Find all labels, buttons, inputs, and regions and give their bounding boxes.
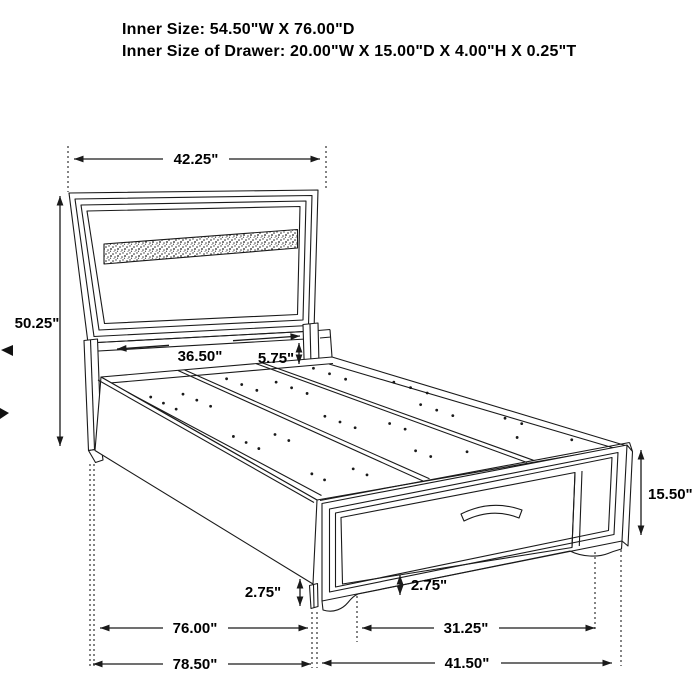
arrowhead-icon — [299, 625, 309, 632]
arrowhead-icon — [397, 586, 404, 596]
arrowhead-icon — [93, 661, 103, 668]
screw-hole-dot — [275, 381, 278, 384]
arrowhead-icon — [586, 625, 596, 632]
headboard-inner-width-label: 36.50" — [177, 348, 223, 365]
arrowhead-icon — [297, 597, 304, 607]
screw-hole-dot — [290, 386, 293, 389]
screw-hole-dot — [209, 405, 212, 408]
screw-hole-dot — [516, 436, 519, 439]
screw-hole-dot — [323, 478, 326, 481]
ext-rail-foot-leg — [312, 612, 317, 668]
overall-length-label: 78.50" — [172, 656, 218, 673]
screw-hole-dot — [435, 409, 438, 412]
arrowhead-icon — [57, 196, 64, 206]
screw-hole-dot — [520, 422, 523, 425]
screw-hole-dot — [312, 367, 315, 370]
side-rail-leg-height-label: 2.75" — [244, 584, 282, 601]
arrowhead-icon — [57, 437, 64, 447]
screw-hole-dot — [339, 421, 342, 424]
screw-hole-dot — [419, 403, 422, 406]
headboard-width-label: 42.25" — [173, 151, 219, 168]
arrowhead-icon — [638, 526, 645, 536]
screw-hole-dot — [409, 386, 412, 389]
screw-hole-dot — [344, 378, 347, 381]
screw-hole-dot — [195, 399, 198, 402]
bed-line-art — [0, 190, 633, 611]
screw-hole-dot — [162, 402, 165, 405]
footboard-height-label: 15.50" — [648, 486, 693, 503]
screw-hole-dot — [366, 474, 369, 477]
arrowhead-icon — [322, 660, 332, 667]
arrowhead-icon — [296, 343, 303, 353]
screw-hole-dot — [466, 450, 469, 453]
inner-length-label: 76.00" — [172, 620, 218, 637]
screw-hole-dot — [175, 408, 178, 411]
screw-hole-dot — [274, 433, 277, 436]
side-rail-foot-leg-line — [314, 585, 315, 608]
screw-hole-dot — [232, 435, 235, 438]
screw-hole-dot — [404, 428, 407, 431]
arrowhead-icon — [100, 625, 110, 632]
screw-hole-dot — [328, 372, 331, 375]
left-edge-arrow-artifact — [1, 345, 13, 356]
screw-hole-dot — [255, 389, 258, 392]
screw-hole-dot — [352, 467, 355, 470]
screw-hole-dot — [429, 455, 432, 458]
headboard-height-label: 50.25" — [14, 315, 60, 332]
screw-hole-dot — [323, 415, 326, 418]
arrowhead-icon — [311, 156, 321, 163]
screw-hole-dot — [225, 377, 228, 380]
screw-hole-dot — [388, 422, 391, 425]
screw-hole-dot — [245, 441, 248, 444]
screw-hole-dot — [504, 417, 507, 420]
screw-hole-dot — [182, 393, 185, 396]
arrowhead-icon — [302, 661, 312, 668]
screw-hole-dot — [392, 381, 395, 384]
screw-hole-dot — [310, 472, 313, 475]
screw-hole-dot — [426, 392, 429, 395]
screw-hole-dot — [570, 438, 573, 441]
arrowhead-icon — [74, 156, 84, 163]
screw-hole-dot — [414, 449, 417, 452]
footboard-width-label: 41.50" — [444, 655, 490, 672]
arrowhead-icon — [638, 450, 645, 460]
inner-size-text: Inner Size: 54.50"W X 76.00"D — [122, 21, 355, 38]
drawer-front-width-label: 31.25" — [443, 620, 489, 637]
headboard-base-rail-end — [318, 330, 332, 358]
screw-hole-dot — [287, 439, 290, 442]
arrowhead-icon — [603, 660, 613, 667]
screw-hole-dot — [354, 426, 357, 429]
headboard-outer-frame — [69, 190, 318, 343]
screw-hole-dot — [306, 392, 309, 395]
screw-hole-dot — [257, 447, 260, 450]
screw-hole-dot — [240, 383, 243, 386]
arrowhead-icon — [362, 625, 372, 632]
headboard-base-height-label: 5.75" — [257, 350, 295, 367]
arrowhead-icon — [297, 579, 304, 589]
left-edge-arrow-artifact — [0, 408, 9, 419]
screw-hole-dot — [451, 414, 454, 417]
footboard-leg-height-label: 2.75" — [410, 577, 448, 594]
drawer-inner-size-text: Inner Size of Drawer: 20.00"W X 15.00"D X 4.00"H X 0.25"T — [122, 43, 577, 60]
screw-hole-dot — [149, 396, 152, 399]
ext-head-leg — [90, 464, 94, 668]
